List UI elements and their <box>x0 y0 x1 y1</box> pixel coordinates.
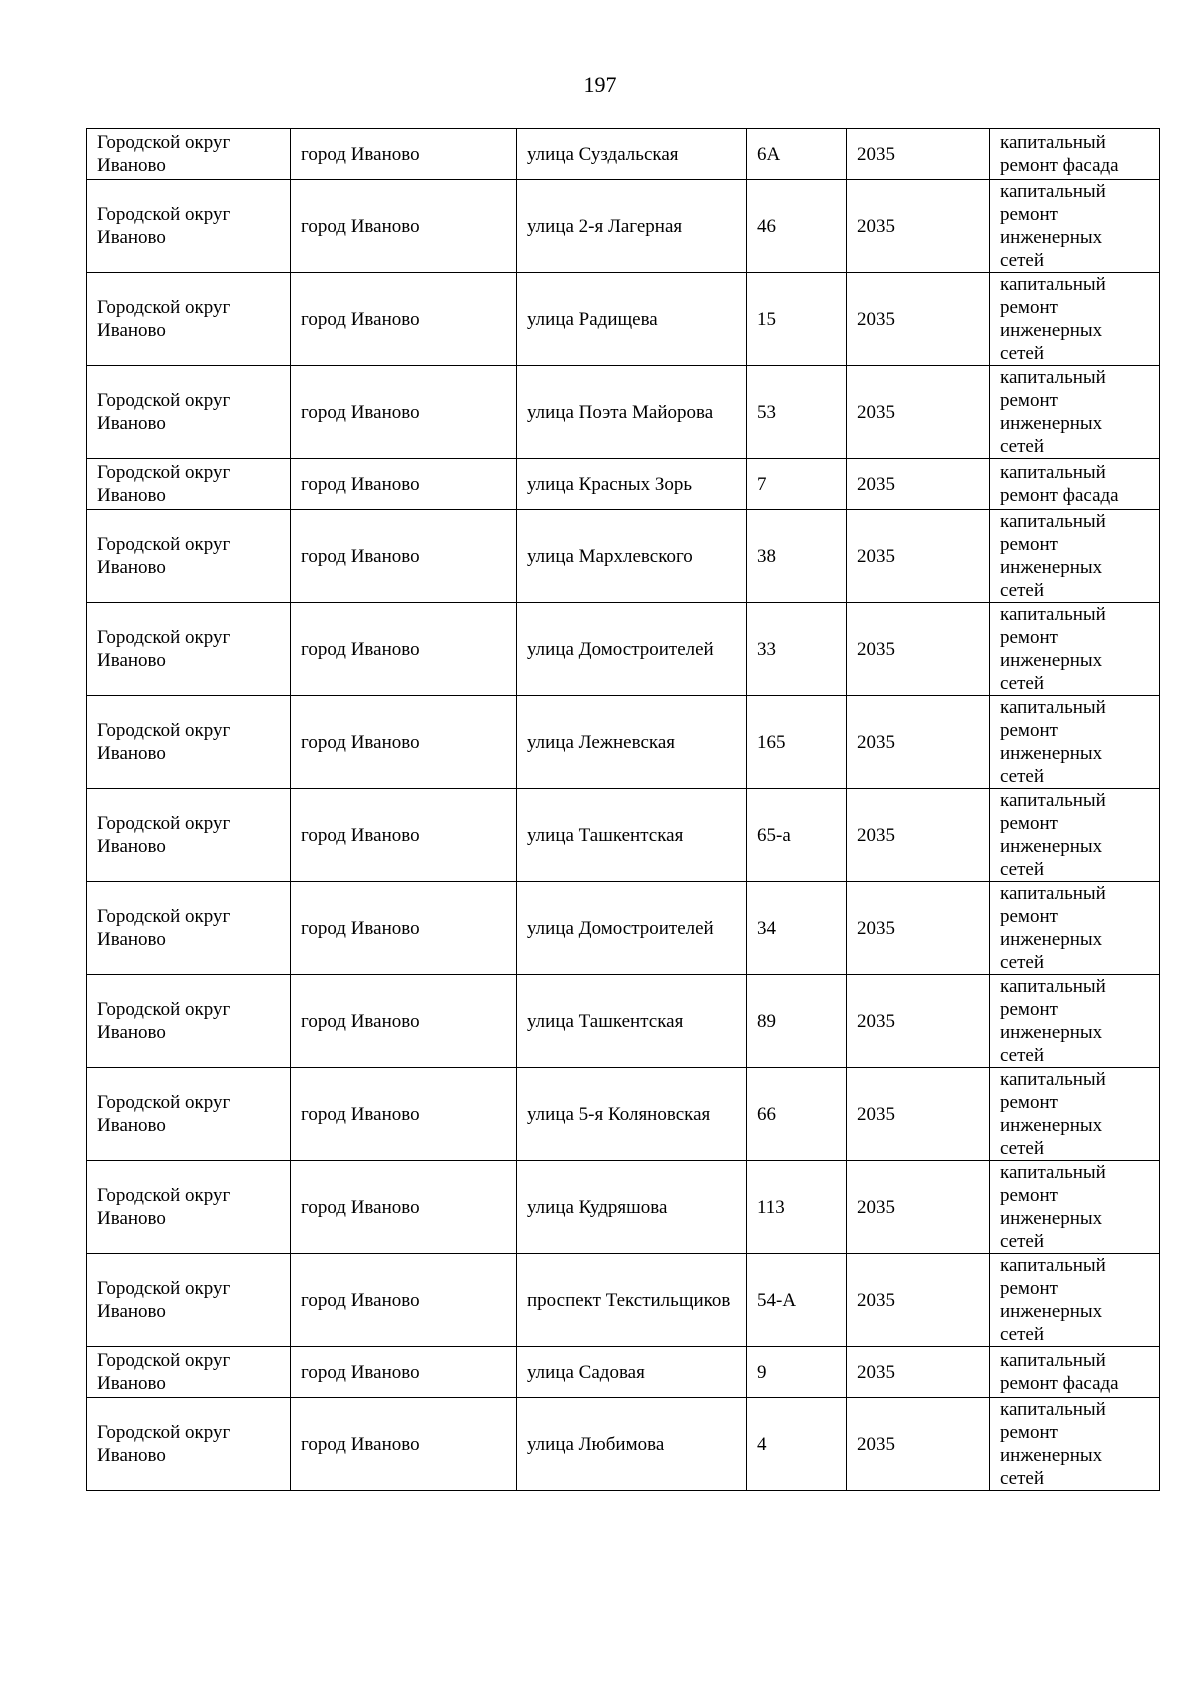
cell-district: Городской округ Иваново <box>87 510 291 603</box>
cell-house: 113 <box>747 1161 847 1254</box>
cell-district: Городской округ Иваново <box>87 459 291 510</box>
cell-work-type: капитальный ремонт фасада <box>990 1347 1160 1398</box>
cell-house: 66 <box>747 1068 847 1161</box>
cell-house: 38 <box>747 510 847 603</box>
cell-district: Городской округ Иваново <box>87 129 291 180</box>
repair-schedule-table <box>86 128 1160 1491</box>
cell-district: Городской округ Иваново <box>87 1161 291 1254</box>
cell-district: Городской округ Иваново <box>87 366 291 459</box>
table-row <box>87 1161 1160 1254</box>
table-row <box>87 696 1160 789</box>
cell-city: город Иваново <box>291 273 517 366</box>
table-row <box>87 882 1160 975</box>
table-row <box>87 603 1160 696</box>
table-row <box>87 510 1160 603</box>
cell-city: город Иваново <box>291 975 517 1068</box>
cell-district: Городской округ Иваново <box>87 1068 291 1161</box>
cell-street: улица Домостроителей <box>517 603 747 696</box>
cell-city: город Иваново <box>291 882 517 975</box>
cell-district: Городской округ Иваново <box>87 180 291 273</box>
cell-street: улица Садовая <box>517 1347 747 1398</box>
cell-city: город Иваново <box>291 1161 517 1254</box>
table-row <box>87 180 1160 273</box>
cell-year: 2035 <box>847 1161 990 1254</box>
cell-work-type: капитальный ремонт инженерных сетей <box>990 510 1160 603</box>
cell-work-type: капитальный ремонт инженерных сетей <box>990 882 1160 975</box>
cell-year: 2035 <box>847 1068 990 1161</box>
cell-work-type: капитальный ремонт инженерных сетей <box>990 975 1160 1068</box>
table-row <box>87 1398 1160 1491</box>
cell-year: 2035 <box>847 1347 990 1398</box>
cell-year: 2035 <box>847 882 990 975</box>
cell-district: Городской округ Иваново <box>87 975 291 1068</box>
cell-house: 7 <box>747 459 847 510</box>
cell-work-type: капитальный ремонт инженерных сетей <box>990 273 1160 366</box>
cell-house: 33 <box>747 603 847 696</box>
cell-year: 2035 <box>847 510 990 603</box>
cell-work-type: капитальный ремонт инженерных сетей <box>990 180 1160 273</box>
cell-work-type: капитальный ремонт инженерных сетей <box>990 1254 1160 1347</box>
cell-house: 46 <box>747 180 847 273</box>
table-row <box>87 129 1160 180</box>
cell-work-type: капитальный ремонт инженерных сетей <box>990 789 1160 882</box>
table-row <box>87 273 1160 366</box>
cell-street: улица Суздальская <box>517 129 747 180</box>
cell-city: город Иваново <box>291 1068 517 1161</box>
cell-street: улица Радищева <box>517 273 747 366</box>
cell-year: 2035 <box>847 180 990 273</box>
cell-city: город Иваново <box>291 1347 517 1398</box>
cell-district: Городской округ Иваново <box>87 1398 291 1491</box>
cell-street: улица Поэта Майорова <box>517 366 747 459</box>
cell-district: Городской округ Иваново <box>87 273 291 366</box>
cell-house: 165 <box>747 696 847 789</box>
cell-work-type: капитальный ремонт инженерных сетей <box>990 1398 1160 1491</box>
cell-year: 2035 <box>847 789 990 882</box>
cell-street: улица Домостроителей <box>517 882 747 975</box>
cell-year: 2035 <box>847 459 990 510</box>
table-row <box>87 975 1160 1068</box>
cell-year: 2035 <box>847 696 990 789</box>
cell-street: улица Ташкентская <box>517 975 747 1068</box>
cell-year: 2035 <box>847 366 990 459</box>
cell-city: город Иваново <box>291 129 517 180</box>
table-body <box>87 129 1160 1491</box>
cell-district: Городской округ Иваново <box>87 1254 291 1347</box>
cell-city: город Иваново <box>291 366 517 459</box>
cell-house: 53 <box>747 366 847 459</box>
table-row <box>87 459 1160 510</box>
cell-city: город Иваново <box>291 603 517 696</box>
cell-year: 2035 <box>847 1254 990 1347</box>
cell-city: город Иваново <box>291 696 517 789</box>
cell-district: Городской округ Иваново <box>87 789 291 882</box>
page-number: 197 <box>583 72 617 97</box>
cell-street: улица Мархлевского <box>517 510 747 603</box>
cell-district: Городской округ Иваново <box>87 882 291 975</box>
cell-street: улица 5-я Коляновская <box>517 1068 747 1161</box>
cell-house: 89 <box>747 975 847 1068</box>
cell-year: 2035 <box>847 129 990 180</box>
cell-year: 2035 <box>847 975 990 1068</box>
table-row <box>87 1068 1160 1161</box>
cell-city: город Иваново <box>291 180 517 273</box>
cell-city: город Иваново <box>291 1398 517 1491</box>
table-row <box>87 789 1160 882</box>
cell-street: улица Лежневская <box>517 696 747 789</box>
cell-street: улица Красных Зорь <box>517 459 747 510</box>
cell-city: город Иваново <box>291 1254 517 1347</box>
cell-street: улица 2-я Лагерная <box>517 180 747 273</box>
cell-work-type: капитальный ремонт инженерных сетей <box>990 1068 1160 1161</box>
cell-year: 2035 <box>847 1398 990 1491</box>
cell-city: город Иваново <box>291 510 517 603</box>
cell-city: город Иваново <box>291 789 517 882</box>
cell-house: 6А <box>747 129 847 180</box>
cell-work-type: капитальный ремонт инженерных сетей <box>990 366 1160 459</box>
cell-year: 2035 <box>847 603 990 696</box>
cell-work-type: капитальный ремонт фасада <box>990 459 1160 510</box>
cell-district: Городской округ Иваново <box>87 1347 291 1398</box>
cell-house: 15 <box>747 273 847 366</box>
cell-house: 34 <box>747 882 847 975</box>
cell-work-type: капитальный ремонт фасада <box>990 129 1160 180</box>
cell-house: 9 <box>747 1347 847 1398</box>
table-row <box>87 1347 1160 1398</box>
cell-district: Городской округ Иваново <box>87 603 291 696</box>
cell-street: улица Кудряшова <box>517 1161 747 1254</box>
cell-house: 4 <box>747 1398 847 1491</box>
cell-house: 54-А <box>747 1254 847 1347</box>
cell-street: улица Любимова <box>517 1398 747 1491</box>
cell-district: Городской округ Иваново <box>87 696 291 789</box>
cell-work-type: капитальный ремонт инженерных сетей <box>990 603 1160 696</box>
cell-city: город Иваново <box>291 459 517 510</box>
table-row <box>87 1254 1160 1347</box>
cell-year: 2035 <box>847 273 990 366</box>
cell-street: проспект Текстильщиков <box>517 1254 747 1347</box>
cell-street: улица Ташкентская <box>517 789 747 882</box>
cell-house: 65-а <box>747 789 847 882</box>
cell-work-type: капитальный ремонт инженерных сетей <box>990 1161 1160 1254</box>
cell-work-type: капитальный ремонт инженерных сетей <box>990 696 1160 789</box>
table-row <box>87 366 1160 459</box>
